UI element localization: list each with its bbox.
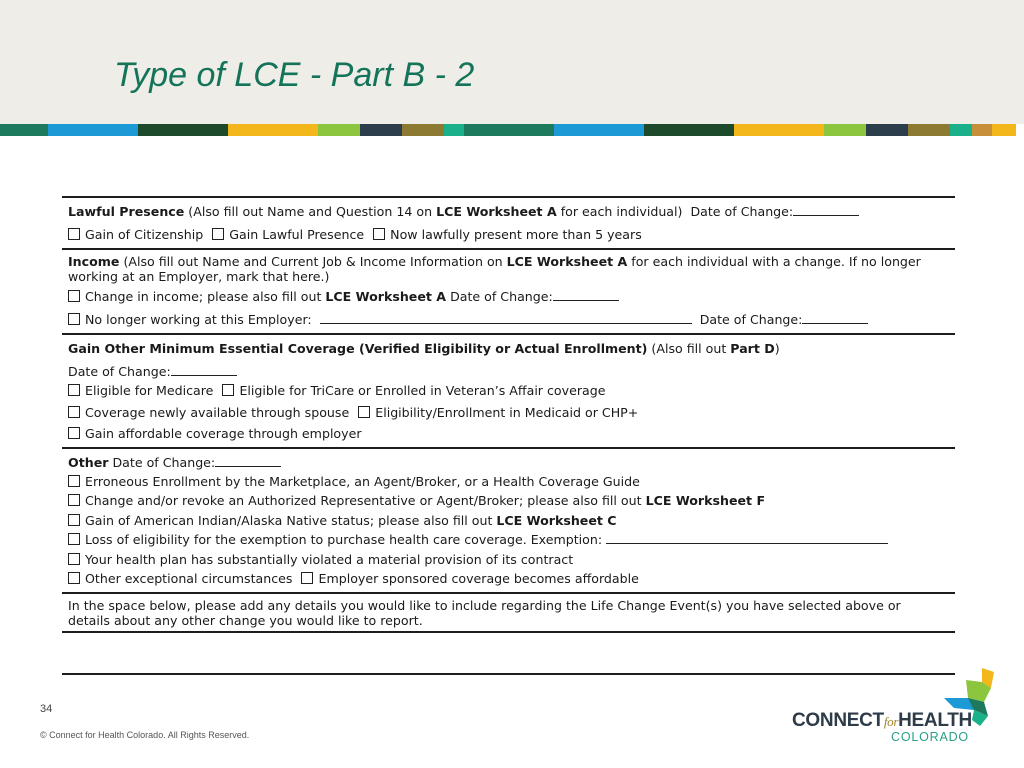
lawful-note-worksheet: LCE Worksheet A: [436, 204, 557, 219]
income-heading: Income: [68, 253, 120, 269]
slide-title: Type of LCE - Part B - 2: [114, 56, 475, 94]
nolonger-date-label: Date of Change:: [699, 312, 803, 328]
employer-name-field[interactable]: [320, 312, 692, 324]
option-worksheet: LCE Worksheet C: [496, 512, 617, 528]
stripe-segment: [360, 124, 402, 136]
income-note-worksheet: LCE Worksheet A: [506, 253, 628, 269]
logo-word-for: for: [883, 714, 899, 729]
stripe-segment: [824, 124, 866, 136]
other-date-field[interactable]: [215, 455, 281, 467]
lawful-heading: Lawful Presence: [68, 204, 185, 219]
option-label: Gain Lawful Presence: [229, 227, 365, 243]
stripe-segment: [554, 124, 644, 136]
checkbox-lawfully-present-5yrs[interactable]: [373, 228, 385, 240]
checkbox-employer-coverage[interactable]: [68, 427, 80, 439]
section-other: [62, 447, 955, 592]
checkbox-exceptional-circumstances[interactable]: [68, 572, 80, 584]
stripe-segment: [318, 124, 360, 136]
other-date-label: Date of Change:: [112, 454, 216, 470]
checkbox-gain-lawful-presence[interactable]: [212, 228, 224, 240]
option-label: Change and/or revoke an Authorized Representative or Agent/Broker; please also fill out: [85, 493, 646, 509]
checkbox-no-longer-working[interactable]: [68, 313, 80, 325]
stripe-segment: [444, 124, 464, 136]
page-number: 34: [40, 703, 53, 715]
stripe-segment: [866, 124, 908, 136]
logo-word-health: HEALTH: [898, 710, 972, 731]
option-label: Your health plan has substantially violated a material provision of its contract: [85, 551, 574, 567]
stripe-segment: [0, 124, 48, 136]
lce-form: [62, 196, 955, 675]
stripe-segment: [138, 124, 228, 136]
checkbox-change-income[interactable]: [68, 290, 80, 302]
checkbox-employer-affordable[interactable]: [301, 572, 313, 584]
lawful-note-end: for each individual): [556, 204, 683, 219]
section-gain-mec: [62, 333, 955, 447]
checkbox-plan-violated[interactable]: [68, 553, 80, 565]
checkbox-eligible-medicare[interactable]: [68, 384, 80, 396]
option-label: Eligibility/Enrollment in Medicaid or CHP+: [375, 404, 639, 420]
option-label: Gain affordable coverage through employer: [85, 426, 362, 442]
income-note: (Also fill out Name and Current Job & Income Information on: [119, 253, 507, 269]
stripe-segment: [48, 124, 138, 136]
checkbox-gain-citizenship[interactable]: [68, 228, 80, 240]
option-label: Eligible for TriCare or Enrolled in Veteran’s Affair coverage: [239, 383, 606, 399]
option-label: Eligible for Medicare: [85, 383, 214, 399]
exemption-field[interactable]: [606, 532, 888, 544]
mec-date-field[interactable]: [171, 364, 237, 376]
option-label: No longer working at this Employer:: [85, 312, 312, 328]
logo-wordmark: [792, 710, 972, 732]
mec-note: (Also fill out: [647, 340, 731, 356]
color-stripe: [0, 124, 1024, 136]
option-label: Now lawfully present more than 5 years: [390, 227, 642, 243]
income-date-field[interactable]: [553, 289, 619, 301]
option-label: Coverage newly available through spouse: [85, 404, 350, 420]
logo-colorado: COLORADO: [891, 730, 969, 744]
connect-for-health-logo: [792, 668, 1002, 748]
copyright: © Connect for Health Colorado. All Rights Reserved.: [40, 730, 250, 740]
logo-word-connect: CONNECT: [792, 710, 884, 731]
lawful-note: (Also fill out Name and Question 14 on: [184, 204, 437, 219]
section-details: [62, 592, 955, 631]
nolonger-date-field[interactable]: [802, 312, 868, 324]
checkbox-medicaid-chp[interactable]: [358, 406, 370, 418]
checkbox-coverage-spouse[interactable]: [68, 406, 80, 418]
stripe-segment: [402, 124, 444, 136]
other-heading: Other: [68, 454, 109, 470]
stripe-segment: [644, 124, 734, 136]
stripe-segment: [228, 124, 318, 136]
stripe-segment: [950, 124, 972, 136]
income-date-label: Date of Change:: [450, 288, 553, 304]
option-worksheet: LCE Worksheet F: [645, 493, 766, 509]
option-label: Change in income; please also fill out: [85, 288, 326, 304]
mec-note-end: ): [774, 340, 780, 356]
details-text-area[interactable]: [62, 631, 955, 673]
checkbox-loss-exemption[interactable]: [68, 533, 80, 545]
option-worksheet: LCE Worksheet A: [325, 288, 447, 304]
option-label: Gain of American Indian/Alaska Native status; please also fill out: [85, 512, 497, 528]
details-instructions: In the space below, please add any details you would like to include regarding the Life Change Event(s) you have selected above or details about any other change you would like to report.: [68, 597, 901, 628]
income-note-end: for each individual with a change. If no longer working at an Employer, mark that here.): [68, 253, 921, 284]
stripe-segment: [992, 124, 1016, 136]
checkbox-erroneous-enrollment[interactable]: [68, 475, 80, 487]
option-label: Loss of eligibility for the exemption to purchase health care coverage. Exemption:: [85, 532, 603, 548]
mec-heading: Gain Other Minimum Essential Coverage (Verified Eligibility or Actual Enrollment): [68, 340, 648, 356]
checkbox-authorized-rep[interactable]: [68, 494, 80, 506]
option-label: Employer sponsored coverage becomes affordable: [318, 571, 639, 587]
checkbox-eligible-tricare[interactable]: [222, 384, 234, 396]
mec-date-label: Date of Change:: [68, 364, 171, 380]
option-label: Erroneous Enrollment by the Marketplace, an Agent/Broker, or a Health Coverage Guide: [85, 474, 640, 490]
stripe-segment: [908, 124, 950, 136]
checkbox-american-indian[interactable]: [68, 514, 80, 526]
stripe-segment: [972, 124, 992, 136]
section-income: [62, 248, 955, 333]
stripe-segment: [734, 124, 824, 136]
stripe-segment: [464, 124, 554, 136]
section-lawful-presence: [62, 196, 955, 248]
lawful-date-label: Date of Change:: [690, 204, 794, 219]
lawful-date-field[interactable]: [793, 204, 859, 216]
option-label: Other exceptional circumstances: [85, 571, 293, 587]
mec-note-part: Part D: [730, 340, 775, 356]
option-label: Gain of Citizenship: [85, 227, 204, 243]
